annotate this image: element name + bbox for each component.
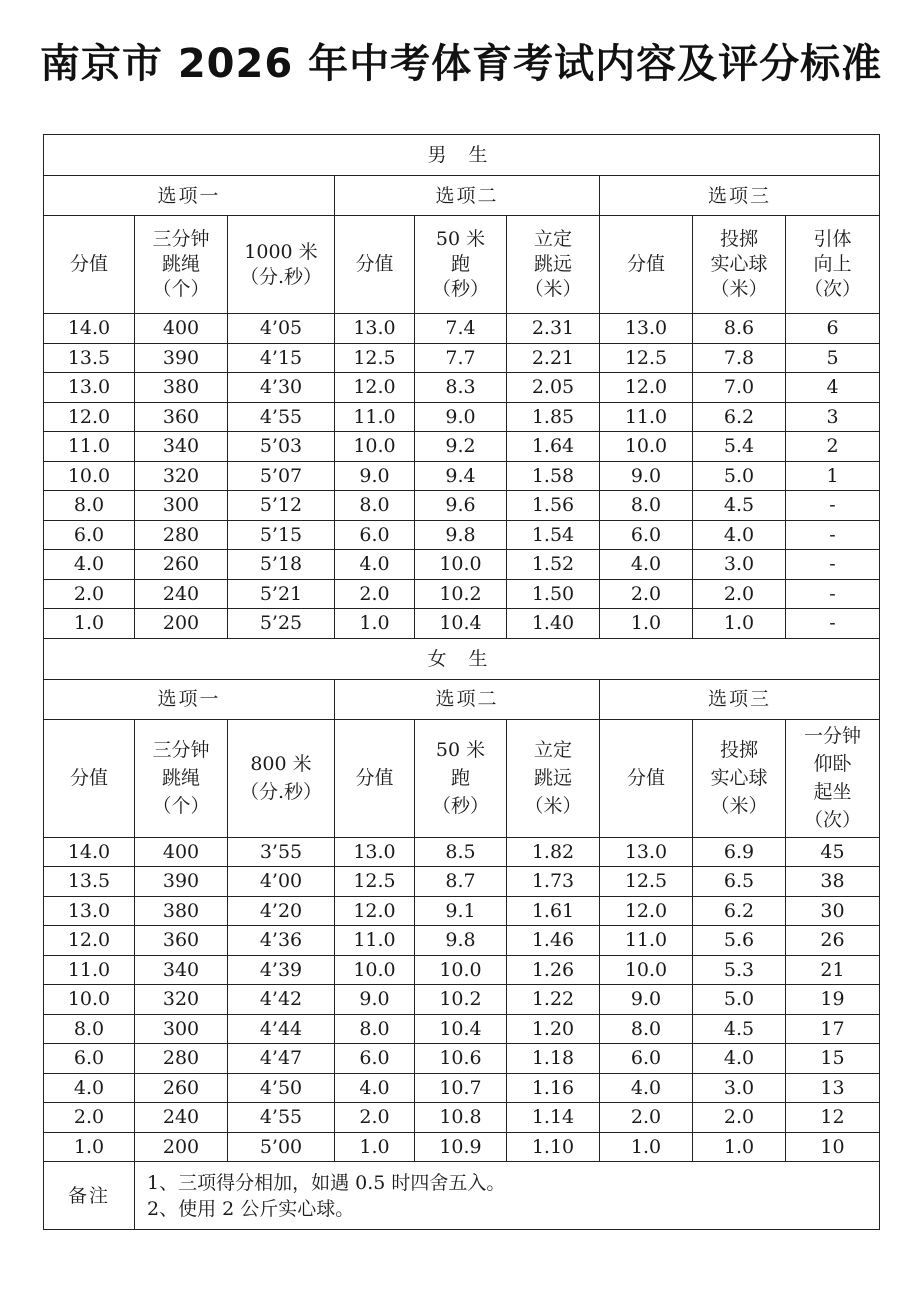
table-cell: 4’50 — [228, 1073, 335, 1103]
table-cell: 8.0 — [600, 491, 693, 521]
table-cell: 6.5 — [693, 867, 786, 897]
table-cell: 12.5 — [335, 343, 415, 373]
header-line: （个） — [152, 278, 210, 300]
header-line: （米） — [710, 795, 768, 817]
header-line: （分.秒） — [239, 781, 323, 803]
table-cell: 6.0 — [335, 520, 415, 550]
table-cell: - — [786, 609, 880, 639]
table-cell: 1 — [786, 461, 880, 491]
table-cell: 8.0 — [44, 491, 135, 521]
table-cell: 390 — [135, 867, 228, 897]
table-cell: 5 — [786, 343, 880, 373]
table-row — [44, 550, 880, 580]
male-column-header — [786, 216, 880, 314]
table-cell: 10.0 — [44, 985, 135, 1015]
table-cell: 2.0 — [44, 1103, 135, 1133]
table-cell: 1.82 — [507, 837, 600, 867]
male-column-header — [44, 216, 135, 314]
table-cell: 360 — [135, 926, 228, 956]
header-line: 分值 — [355, 767, 394, 789]
table-cell: 4’20 — [228, 896, 335, 926]
table-cell: 1.46 — [507, 926, 600, 956]
table-cell: 1.0 — [600, 609, 693, 639]
table-cell: 12.0 — [600, 373, 693, 403]
table-cell: 5’00 — [228, 1132, 335, 1162]
table-cell: 12.0 — [600, 896, 693, 926]
table-cell: 280 — [135, 520, 228, 550]
table-cell: 8.5 — [415, 837, 507, 867]
table-cell: 1.26 — [507, 955, 600, 985]
table-cell: 1.56 — [507, 491, 600, 521]
table-cell: 4 — [786, 373, 880, 403]
table-cell: 9.6 — [415, 491, 507, 521]
table-cell: 13.0 — [600, 837, 693, 867]
table-cell: 9.0 — [600, 461, 693, 491]
header-line: （次） — [803, 278, 861, 300]
table-cell: 9.1 — [415, 896, 507, 926]
table-cell: 4’42 — [228, 985, 335, 1015]
table-cell: 6.2 — [693, 402, 786, 432]
header-line: （分.秒） — [239, 265, 323, 288]
table-cell: 12.0 — [44, 402, 135, 432]
table-cell: 12.0 — [335, 373, 415, 403]
header-line: 跳远 — [533, 767, 572, 789]
table-cell: 45 — [786, 837, 880, 867]
table-cell: 360 — [135, 402, 228, 432]
table-cell: 260 — [135, 550, 228, 580]
table-cell: 13.0 — [335, 314, 415, 344]
header-line: 800 米 — [250, 753, 312, 775]
table-cell: 4.0 — [335, 550, 415, 580]
table-cell: 2.0 — [600, 1103, 693, 1133]
table-cell: 10.6 — [415, 1044, 507, 1074]
table-cell: 2.0 — [600, 579, 693, 609]
table-row — [44, 579, 880, 609]
table-cell: 11.0 — [600, 402, 693, 432]
header-line: 跑 — [450, 253, 470, 275]
table-cell: 1.61 — [507, 896, 600, 926]
table-cell: 320 — [135, 985, 228, 1015]
table-row — [44, 867, 880, 897]
table-cell: 400 — [135, 314, 228, 344]
table-cell: 3.0 — [693, 1073, 786, 1103]
header-line: 分值 — [626, 253, 665, 275]
table-cell: 12.0 — [335, 896, 415, 926]
table-cell: 13.0 — [44, 896, 135, 926]
header-line: 50 米 — [435, 739, 486, 761]
header-line: 跳绳 — [161, 253, 200, 275]
male-option-1: 选项一 — [44, 176, 335, 216]
table-cell: 1.85 — [507, 402, 600, 432]
header-line: 一分钟 — [803, 725, 861, 747]
table-cell: 8.0 — [335, 1014, 415, 1044]
table-cell: 2.31 — [507, 314, 600, 344]
table-cell: - — [786, 491, 880, 521]
table-cell: 5’07 — [228, 461, 335, 491]
table-cell: 3 — [786, 402, 880, 432]
table-cell: 1.58 — [507, 461, 600, 491]
table-row — [44, 432, 880, 462]
header-line: 50 米 — [435, 228, 486, 250]
header-line: 仰卧 — [813, 753, 852, 775]
table-cell: 200 — [135, 609, 228, 639]
table-cell: - — [786, 520, 880, 550]
table-cell: 10.9 — [415, 1132, 507, 1162]
header-line: 跑 — [450, 767, 470, 789]
table-row — [44, 402, 880, 432]
table-cell: 2.05 — [507, 373, 600, 403]
table-cell: 6.0 — [600, 1044, 693, 1074]
female-header-row — [44, 719, 880, 837]
table-cell: 30 — [786, 896, 880, 926]
table-cell: 280 — [135, 1044, 228, 1074]
table-cell: 4.0 — [44, 550, 135, 580]
female-column-header — [335, 719, 415, 837]
table-cell: 6.0 — [600, 520, 693, 550]
header-line: 引体 — [813, 228, 852, 250]
table-cell: 8.0 — [44, 1014, 135, 1044]
table-cell: 1.64 — [507, 432, 600, 462]
table-row — [44, 373, 880, 403]
male-column-header — [693, 216, 786, 314]
table-cell: 4’00 — [228, 867, 335, 897]
table-cell: 10.7 — [415, 1073, 507, 1103]
table-cell: 10.8 — [415, 1103, 507, 1133]
table-cell: 13.5 — [44, 867, 135, 897]
table-cell: 380 — [135, 896, 228, 926]
table-cell: 9.4 — [415, 461, 507, 491]
header-line: 起坐 — [813, 781, 852, 803]
table-cell: 2 — [786, 432, 880, 462]
female-section-title: 女 生 — [44, 638, 880, 679]
table-cell: 5’18 — [228, 550, 335, 580]
table-cell: 7.8 — [693, 343, 786, 373]
table-row — [44, 955, 880, 985]
male-header-row — [44, 216, 880, 314]
table-cell: 13 — [786, 1073, 880, 1103]
header-line: 跳绳 — [161, 767, 200, 789]
table-cell: 12.0 — [44, 926, 135, 956]
table-cell: 5’25 — [228, 609, 335, 639]
table-cell: 1.54 — [507, 520, 600, 550]
table-cell: 4’30 — [228, 373, 335, 403]
table-cell: 5.4 — [693, 432, 786, 462]
male-column-header — [135, 216, 228, 314]
table-cell: 4.0 — [600, 550, 693, 580]
table-cell: 200 — [135, 1132, 228, 1162]
table-cell: 6.0 — [335, 1044, 415, 1074]
table-cell: 10.2 — [415, 579, 507, 609]
table-cell: 2.0 — [693, 1103, 786, 1133]
table-cell: 5’12 — [228, 491, 335, 521]
table-cell: 4.5 — [693, 1014, 786, 1044]
table-cell: 10.0 — [415, 955, 507, 985]
table-cell: 1.73 — [507, 867, 600, 897]
table-cell: 1.40 — [507, 609, 600, 639]
table-cell: 1.50 — [507, 579, 600, 609]
table-cell: 9.2 — [415, 432, 507, 462]
table-cell: 10.0 — [415, 550, 507, 580]
table-cell: 6.0 — [44, 1044, 135, 1074]
table-cell: 9.8 — [415, 926, 507, 956]
table-cell: 5.6 — [693, 926, 786, 956]
male-column-header — [600, 216, 693, 314]
table-cell: 2.21 — [507, 343, 600, 373]
table-cell: 17 — [786, 1014, 880, 1044]
table-cell: - — [786, 579, 880, 609]
table-cell: 10 — [786, 1132, 880, 1162]
table-cell: 19 — [786, 985, 880, 1015]
table-row — [44, 896, 880, 926]
table-cell: 10.0 — [600, 432, 693, 462]
notes-section — [44, 1162, 880, 1230]
female-column-header — [228, 719, 335, 837]
table-cell: 240 — [135, 579, 228, 609]
header-line: （秒） — [431, 795, 489, 817]
header-line: 1000 米 — [244, 240, 318, 263]
header-line: 跳远 — [533, 253, 572, 275]
header-line: 实心球 — [710, 767, 768, 789]
note-line: 2、使用 2 公斤实心球。 — [147, 1197, 355, 1220]
table-row — [44, 1103, 880, 1133]
table-cell: 340 — [135, 955, 228, 985]
table-cell: 1.0 — [693, 609, 786, 639]
table-cell: 4’47 — [228, 1044, 335, 1074]
female-section — [44, 638, 880, 1162]
table-row — [44, 491, 880, 521]
table-cell: 300 — [135, 491, 228, 521]
header-line: （秒） — [431, 278, 489, 300]
table-cell: 4’44 — [228, 1014, 335, 1044]
table-cell: 340 — [135, 432, 228, 462]
table-cell: 11.0 — [600, 926, 693, 956]
table-cell: 9.8 — [415, 520, 507, 550]
table-cell: 1.0 — [335, 609, 415, 639]
header-line: 分值 — [69, 767, 108, 789]
table-cell: 11.0 — [335, 402, 415, 432]
table-cell: 4’05 — [228, 314, 335, 344]
table-cell: 4.0 — [693, 520, 786, 550]
table-cell: 4.0 — [44, 1073, 135, 1103]
table-cell: 13.0 — [44, 373, 135, 403]
table-cell: 10.4 — [415, 1014, 507, 1044]
score-table — [43, 134, 880, 1230]
table-cell: 4’55 — [228, 1103, 335, 1133]
table-row — [44, 314, 880, 344]
table-cell: 38 — [786, 867, 880, 897]
table-cell: 5’03 — [228, 432, 335, 462]
table-row — [44, 1132, 880, 1162]
table-cell: 1.0 — [335, 1132, 415, 1162]
table-cell: 6.0 — [44, 520, 135, 550]
table-cell: 4’15 — [228, 343, 335, 373]
table-cell: 10.2 — [415, 985, 507, 1015]
table-cell: 12 — [786, 1103, 880, 1133]
header-line: （米） — [524, 278, 582, 300]
table-row — [44, 926, 880, 956]
table-cell: 9.0 — [335, 985, 415, 1015]
table-cell: 240 — [135, 1103, 228, 1133]
table-cell: 10.0 — [335, 955, 415, 985]
table-cell: 320 — [135, 461, 228, 491]
table-cell: 4’36 — [228, 926, 335, 956]
table-cell: 11.0 — [335, 926, 415, 956]
female-column-header — [44, 719, 135, 837]
table-cell: 4’39 — [228, 955, 335, 985]
table-cell: 6.2 — [693, 896, 786, 926]
header-line: 立定 — [533, 228, 572, 250]
header-line: 三分钟 — [152, 739, 210, 761]
header-line: 分值 — [69, 253, 108, 275]
table-cell: 4.0 — [335, 1073, 415, 1103]
table-cell: 7.0 — [693, 373, 786, 403]
male-option-2: 选项二 — [335, 176, 600, 216]
table-row — [44, 1014, 880, 1044]
table-cell: 12.5 — [600, 343, 693, 373]
table-cell: 13.0 — [600, 314, 693, 344]
table-cell: 2.0 — [335, 579, 415, 609]
table-cell: 5’15 — [228, 520, 335, 550]
table-cell: 9.0 — [335, 461, 415, 491]
table-cell: 13.5 — [44, 343, 135, 373]
table-cell: 26 — [786, 926, 880, 956]
table-row — [44, 343, 880, 373]
table-cell: 14.0 — [44, 837, 135, 867]
female-column-header — [600, 719, 693, 837]
header-line: （个） — [152, 795, 210, 817]
table-cell: 1.18 — [507, 1044, 600, 1074]
table-cell: 10.0 — [335, 432, 415, 462]
table-cell: 6 — [786, 314, 880, 344]
table-cell: 400 — [135, 837, 228, 867]
header-line: 分值 — [355, 253, 394, 275]
table-cell: 1.0 — [693, 1132, 786, 1162]
header-line: 立定 — [533, 739, 572, 761]
table-cell: 4.0 — [600, 1073, 693, 1103]
notes-label: 备注 — [44, 1162, 135, 1230]
table-cell: 9.0 — [600, 985, 693, 1015]
table-cell: 2.0 — [335, 1103, 415, 1133]
male-column-header — [335, 216, 415, 314]
table-cell: 8.0 — [600, 1014, 693, 1044]
header-line: 投掷 — [719, 739, 758, 761]
table-cell: 11.0 — [44, 955, 135, 985]
table-cell: 8.6 — [693, 314, 786, 344]
table-cell: 8.0 — [335, 491, 415, 521]
male-column-header — [415, 216, 507, 314]
note-line: 1、三项得分相加，如遇 0.5 时四舍五入。 — [147, 1171, 506, 1194]
table-cell: 14.0 — [44, 314, 135, 344]
female-option-3: 选项三 — [600, 679, 880, 719]
male-option-3: 选项三 — [600, 176, 880, 216]
table-cell: 10.4 — [415, 609, 507, 639]
table-row — [44, 985, 880, 1015]
table-cell: 4’55 — [228, 402, 335, 432]
table-cell: 1.14 — [507, 1103, 600, 1133]
table-row — [44, 609, 880, 639]
table-cell: 1.0 — [44, 609, 135, 639]
table-row — [44, 1044, 880, 1074]
header-line: （米） — [524, 795, 582, 817]
table-cell: 1.10 — [507, 1132, 600, 1162]
table-row — [44, 520, 880, 550]
female-option-1: 选项一 — [44, 679, 335, 719]
female-column-header — [135, 719, 228, 837]
table-cell: 1.20 — [507, 1014, 600, 1044]
table-cell: 8.7 — [415, 867, 507, 897]
table-cell: 8.3 — [415, 373, 507, 403]
table-cell: 5.3 — [693, 955, 786, 985]
table-cell: 3’55 — [228, 837, 335, 867]
table-row — [44, 837, 880, 867]
header-line: （次） — [803, 809, 861, 831]
table-cell: 300 — [135, 1014, 228, 1044]
table-cell: 1.52 — [507, 550, 600, 580]
table-cell: 10.0 — [44, 461, 135, 491]
male-section — [44, 135, 880, 639]
header-line: 向上 — [813, 253, 852, 275]
table-cell: 1.16 — [507, 1073, 600, 1103]
table-cell: 4.5 — [693, 491, 786, 521]
table-cell: 12.5 — [335, 867, 415, 897]
table-cell: 21 — [786, 955, 880, 985]
female-column-header — [415, 719, 507, 837]
male-section-title: 男 生 — [44, 135, 880, 176]
table-cell: 380 — [135, 373, 228, 403]
header-line: 实心球 — [710, 253, 768, 275]
table-cell: 13.0 — [335, 837, 415, 867]
female-column-header — [786, 719, 880, 837]
table-cell: - — [786, 550, 880, 580]
table-cell: 2.0 — [44, 579, 135, 609]
table-cell: 5.0 — [693, 461, 786, 491]
header-line: （米） — [710, 278, 768, 300]
male-column-header — [228, 216, 335, 314]
header-line: 分值 — [626, 767, 665, 789]
table-cell: 11.0 — [44, 432, 135, 462]
table-row — [44, 461, 880, 491]
male-column-header — [507, 216, 600, 314]
table-cell: 260 — [135, 1073, 228, 1103]
table-cell: 12.5 — [600, 867, 693, 897]
table-cell: 5.0 — [693, 985, 786, 1015]
table-cell: 1.0 — [600, 1132, 693, 1162]
notes-text — [135, 1162, 880, 1230]
table-row — [44, 1073, 880, 1103]
header-line: 三分钟 — [152, 228, 210, 250]
table-cell: 15 — [786, 1044, 880, 1074]
table-cell: 7.4 — [415, 314, 507, 344]
table-cell: 1.22 — [507, 985, 600, 1015]
table-cell: 7.7 — [415, 343, 507, 373]
header-line: 投掷 — [719, 228, 758, 250]
table-cell: 4.0 — [693, 1044, 786, 1074]
table-cell: 6.9 — [693, 837, 786, 867]
table-cell: 1.0 — [44, 1132, 135, 1162]
table-cell: 9.0 — [415, 402, 507, 432]
table-cell: 5’21 — [228, 579, 335, 609]
female-option-2: 选项二 — [335, 679, 600, 719]
female-column-header — [693, 719, 786, 837]
table-cell: 3.0 — [693, 550, 786, 580]
table-cell: 2.0 — [693, 579, 786, 609]
female-column-header — [507, 719, 600, 837]
table-cell: 390 — [135, 343, 228, 373]
table-cell: 10.0 — [600, 955, 693, 985]
page-title: 南京市 2026 年中考体育考试内容及评分标准 — [39, 41, 883, 87]
